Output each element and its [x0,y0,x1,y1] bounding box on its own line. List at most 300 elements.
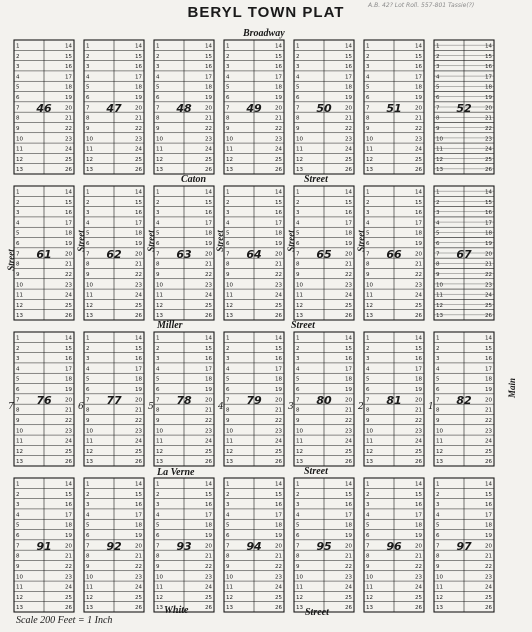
lot-number: 23 [135,136,142,143]
lot-number: 18 [135,522,142,529]
block-number: 51 [386,102,402,115]
lot-number: 14 [205,189,212,196]
lot-number: 15 [485,491,492,498]
lot-number: 15 [135,345,142,352]
lot-number: 2 [86,491,90,498]
lot-number: 20 [135,543,142,550]
lot-number: 19 [345,241,352,248]
lot-number: 25 [345,156,352,163]
lot-number: 16 [345,64,352,71]
lot-number: 24 [485,146,492,153]
lot-number: 17 [135,220,142,227]
lot-number: 21 [275,553,282,560]
lot-number: 15 [205,345,212,352]
lot-number: 13 [226,605,233,612]
lot-number: 23 [275,428,282,435]
block-number: 50 [316,102,332,115]
lot-number: 19 [345,387,352,394]
lot-number: 15 [135,199,142,206]
lot-number: 1 [86,189,90,196]
lot-number: 26 [415,459,422,466]
lot-number: 16 [275,356,282,363]
street-number: 7 [8,402,14,412]
lot-number: 6 [86,533,90,540]
lot-number: 4 [296,220,300,227]
lot-number: 20 [205,543,212,550]
lot-number: 24 [415,146,422,153]
lot-number: 21 [205,553,212,560]
block-number: 79 [246,394,262,407]
block-number: 93 [176,540,192,553]
lot-number: 2 [16,345,20,352]
vstreet-4: Street [285,230,296,252]
lot-number: 7 [366,543,370,550]
lot-number: 11 [366,438,373,445]
lot-number: 26 [275,313,282,320]
lot-number: 21 [415,261,422,268]
lot-number: 18 [205,376,212,383]
lot-number: 14 [65,43,72,50]
lot-number: 24 [205,146,212,153]
lot-number: 21 [345,261,352,268]
lot-number: 7 [156,105,160,112]
lot-number: 16 [415,210,422,217]
lot-number: 17 [485,220,492,227]
lot-number: 10 [156,282,163,289]
lot-number: 18 [275,522,282,529]
lot-number: 17 [345,220,352,227]
lot-number: 20 [65,251,72,258]
lot-number: 1 [436,189,440,196]
lot-number: 23 [345,428,352,435]
lot-number: 25 [275,302,282,309]
lot-number: 20 [345,397,352,404]
vstreet-3: Street [214,230,225,252]
lot-number: 15 [275,345,282,352]
lot-number: 1 [16,43,20,50]
lot-number: 19 [275,95,282,102]
block-number: 63 [176,248,192,261]
lot-number: 25 [135,302,142,309]
lot-number: 7 [226,543,230,550]
lot-number: 26 [275,459,282,466]
lot-number: 8 [16,115,20,122]
lot-number: 13 [296,459,303,466]
lot-number: 6 [16,241,20,248]
lot-number: 22 [135,271,142,278]
lot-number: 14 [65,335,72,342]
lot-number: 12 [86,156,93,163]
block-number: 94 [246,540,262,553]
lot-number: 8 [86,553,90,560]
lot-number: 25 [485,302,492,309]
lot-number: 19 [485,387,492,394]
lot-number: 7 [296,251,300,258]
lot-number: 24 [65,146,72,153]
lot-number: 21 [485,115,492,122]
lot-number: 1 [366,189,370,196]
lot-number: 17 [415,512,422,519]
lot-number: 18 [135,84,142,91]
lot-number: 9 [366,417,370,424]
lot-number: 22 [345,125,352,132]
lot-number: 9 [296,417,300,424]
block-number: 80 [316,394,332,407]
lot-number: 7 [436,397,440,404]
lot-number: 5 [16,84,20,91]
lot-number: 15 [485,199,492,206]
lot-number: 24 [65,584,72,591]
lot-number: 14 [135,335,142,342]
lot-number: 14 [135,189,142,196]
lot-number: 21 [205,407,212,414]
vstreet-1: Street [75,230,86,252]
lot-number: 16 [415,64,422,71]
street-caton: Caton [181,174,207,185]
lot-number: 12 [16,156,23,163]
lot-number: 6 [366,533,370,540]
lot-number: 25 [415,594,422,601]
lot-number: 12 [156,302,163,309]
lot-number: 16 [345,210,352,217]
lot-number: 12 [296,302,303,309]
vstreet-2: Street [145,230,156,252]
lot-number: 13 [436,605,443,612]
lot-number: 1 [156,481,160,488]
lot-number: 20 [415,543,422,550]
lot-number: 24 [485,292,492,299]
lot-number: 19 [485,533,492,540]
block-number: 48 [176,102,192,115]
lot-number: 14 [275,43,282,50]
lot-number: 16 [205,356,212,363]
lot-number: 7 [156,251,160,258]
lot-number: 10 [16,574,23,581]
lot-number: 9 [16,417,20,424]
lot-number: 3 [16,356,20,363]
lot-number: 7 [226,105,230,112]
lot-number: 10 [86,282,93,289]
lot-number: 17 [65,512,72,519]
lot-number: 12 [436,448,443,455]
lot-number: 15 [205,491,212,498]
lot-number: 11 [296,146,303,153]
lot-number: 12 [436,156,443,163]
lot-number: 9 [86,563,90,570]
lot-number: 15 [65,491,72,498]
lot-number: 7 [86,251,90,258]
lot-number: 21 [415,553,422,560]
lot-number: 16 [415,356,422,363]
lot-number: 7 [226,251,230,258]
lot-number: 20 [485,105,492,112]
lot-number: 25 [205,302,212,309]
lot-number: 24 [65,292,72,299]
lot-number: 22 [65,125,72,132]
lot-number: 10 [436,574,443,581]
lot-number: 4 [366,220,370,227]
lot-number: 1 [156,43,160,50]
lot-number: 11 [436,146,443,153]
lot-number: 4 [366,512,370,519]
lot-number: 7 [16,105,20,112]
lot-number: 5 [296,376,300,383]
lot-number: 17 [485,512,492,519]
lot-number: 8 [436,553,440,560]
lot-number: 8 [86,407,90,414]
lot-number: 19 [415,387,422,394]
lot-number: 22 [345,563,352,570]
lot-number: 4 [86,220,90,227]
lot-number: 1 [296,189,300,196]
lot-number: 15 [485,345,492,352]
lot-number: 18 [415,230,422,237]
lot-number: 22 [205,271,212,278]
lot-number: 14 [415,43,422,50]
lot-number: 17 [485,366,492,373]
lot-number: 11 [16,438,23,445]
lot-number: 17 [275,512,282,519]
lot-number: 21 [485,261,492,268]
lot-number: 19 [275,533,282,540]
lot-number: 14 [205,43,212,50]
lot-number: 23 [205,136,212,143]
lot-number: 17 [275,74,282,81]
lot-number: 17 [415,74,422,81]
lot-number: 10 [156,574,163,581]
lot-number: 3 [366,210,370,217]
lot-number: 20 [205,105,212,112]
lot-number: 11 [226,146,233,153]
lot-number: 3 [296,502,300,509]
lot-number: 6 [296,387,300,394]
lot-number: 26 [415,605,422,612]
lot-number: 18 [485,376,492,383]
lot-number: 7 [366,105,370,112]
lot-number: 8 [156,407,160,414]
lot-number: 25 [65,156,72,163]
lot-number: 18 [485,84,492,91]
lot-number: 8 [86,261,90,268]
lot-number: 19 [485,95,492,102]
pencil-annotation: A.B. 42? Lot Roll. 557-801 Tassie(?) [368,2,475,9]
lot-number: 14 [485,43,492,50]
lot-number: 13 [156,605,163,612]
lot-number: 6 [16,533,20,540]
lot-number: 5 [156,522,160,529]
lot-number: 2 [226,345,230,352]
lot-number: 23 [485,282,492,289]
lot-number: 13 [296,605,303,612]
lot-number: 26 [65,605,72,612]
lot-number: 21 [415,115,422,122]
lot-number: 4 [436,366,440,373]
lot-number: 18 [275,230,282,237]
street-broadway: Broadway [243,28,285,39]
lot-number: 4 [226,366,230,373]
lot-number: 18 [275,376,282,383]
lot-number: 9 [226,417,230,424]
lot-number: 3 [86,356,90,363]
lot-number: 24 [415,584,422,591]
lot-number: 13 [436,313,443,320]
lot-number: 3 [226,356,230,363]
lot-number: 16 [485,502,492,509]
lot-number: 3 [156,210,160,217]
lot-number: 14 [205,335,212,342]
lot-number: 26 [135,313,142,320]
lot-number: 22 [415,563,422,570]
lot-number: 15 [415,345,422,352]
lot-number: 16 [485,64,492,71]
lot-number: 15 [415,491,422,498]
lot-number: 16 [485,356,492,363]
lot-number: 3 [226,210,230,217]
lot-number: 12 [366,594,373,601]
block-number: 95 [316,540,332,553]
lot-number: 19 [135,533,142,540]
lot-number: 16 [65,502,72,509]
lot-number: 22 [275,563,282,570]
lot-number: 1 [226,189,230,196]
lot-number: 24 [485,584,492,591]
lot-number: 14 [485,335,492,342]
lot-number: 2 [296,491,300,498]
lot-number: 22 [415,125,422,132]
lot-number: 14 [345,335,352,342]
lot-number: 20 [135,251,142,258]
lot-number: 5 [366,376,370,383]
block-number: 77 [106,394,122,407]
lot-number: 11 [86,292,93,299]
lot-number: 9 [296,271,300,278]
lot-number: 21 [65,553,72,560]
lot-number: 8 [86,115,90,122]
lot-number: 14 [485,481,492,488]
lot-number: 18 [345,522,352,529]
lot-number: 20 [65,397,72,404]
lot-number: 16 [65,64,72,71]
lot-number: 5 [156,84,160,91]
lot-number: 9 [436,563,440,570]
lot-number: 19 [205,241,212,248]
lot-number: 25 [415,302,422,309]
lot-number: 8 [296,115,300,122]
lot-number: 15 [275,199,282,206]
lot-number: 4 [16,74,20,81]
lot-number: 18 [345,84,352,91]
lot-number: 25 [275,448,282,455]
lot-number: 19 [415,95,422,102]
lot-number: 18 [485,522,492,529]
lot-number: 5 [226,84,230,91]
lot-number: 23 [485,574,492,581]
lot-number: 4 [296,366,300,373]
lot-number: 19 [65,95,72,102]
block-number: 61 [36,248,52,261]
lot-number: 15 [275,53,282,60]
lot-number: 9 [86,125,90,132]
lot-number: 5 [156,376,160,383]
lot-number: 18 [485,230,492,237]
lot-number: 9 [156,563,160,570]
lot-number: 18 [135,230,142,237]
lot-number: 19 [205,95,212,102]
lot-number: 10 [156,428,163,435]
lot-number: 4 [436,74,440,81]
lot-number: 5 [86,376,90,383]
lot-number: 7 [436,105,440,112]
lot-number: 11 [156,584,163,591]
lot-number: 8 [436,407,440,414]
lot-number: 21 [275,407,282,414]
lot-number: 23 [345,282,352,289]
lot-number: 10 [366,136,373,143]
lot-number: 24 [345,146,352,153]
lot-number: 13 [156,313,163,320]
lot-number: 17 [65,366,72,373]
block-number: 97 [456,540,472,553]
block-number: 66 [386,248,402,261]
lot-number: 13 [366,605,373,612]
lot-number: 6 [366,241,370,248]
lot-number: 17 [205,74,212,81]
lot-number: 1 [366,335,370,342]
block-number: 62 [106,248,122,261]
lot-number: 6 [156,387,160,394]
lot-number: 26 [65,167,72,174]
lot-number: 19 [135,241,142,248]
street-white: White [164,605,189,616]
lot-number: 20 [485,251,492,258]
lot-number: 10 [436,428,443,435]
lot-number: 2 [366,345,370,352]
lot-number: 22 [135,563,142,570]
lot-number: 14 [275,189,282,196]
lot-number: 2 [16,199,20,206]
lot-number: 17 [275,220,282,227]
lot-number: 15 [415,53,422,60]
lot-number: 4 [16,220,20,227]
lot-number: 8 [226,553,230,560]
lot-number: 7 [156,397,160,404]
lot-number: 13 [296,167,303,174]
lot-number: 11 [436,584,443,591]
lot-number: 13 [86,167,93,174]
lot-number: 12 [226,594,233,601]
lot-number: 7 [86,397,90,404]
lot-number: 23 [415,428,422,435]
lot-number: 26 [485,313,492,320]
lot-number: 9 [226,563,230,570]
lot-number: 1 [226,43,230,50]
lot-number: 18 [205,522,212,529]
lot-number: 21 [65,115,72,122]
lot-number: 13 [436,459,443,466]
lot-number: 24 [345,292,352,299]
street-la-verne-suffix: Street [304,466,328,477]
lot-number: 10 [296,282,303,289]
lot-number: 23 [275,136,282,143]
block-number: 46 [36,102,52,115]
lot-number: 23 [65,574,72,581]
lot-number: 16 [275,210,282,217]
lot-number: 11 [86,438,93,445]
lot-number: 23 [415,574,422,581]
lot-number: 16 [135,210,142,217]
lot-number: 3 [226,64,230,71]
lot-number: 5 [366,230,370,237]
